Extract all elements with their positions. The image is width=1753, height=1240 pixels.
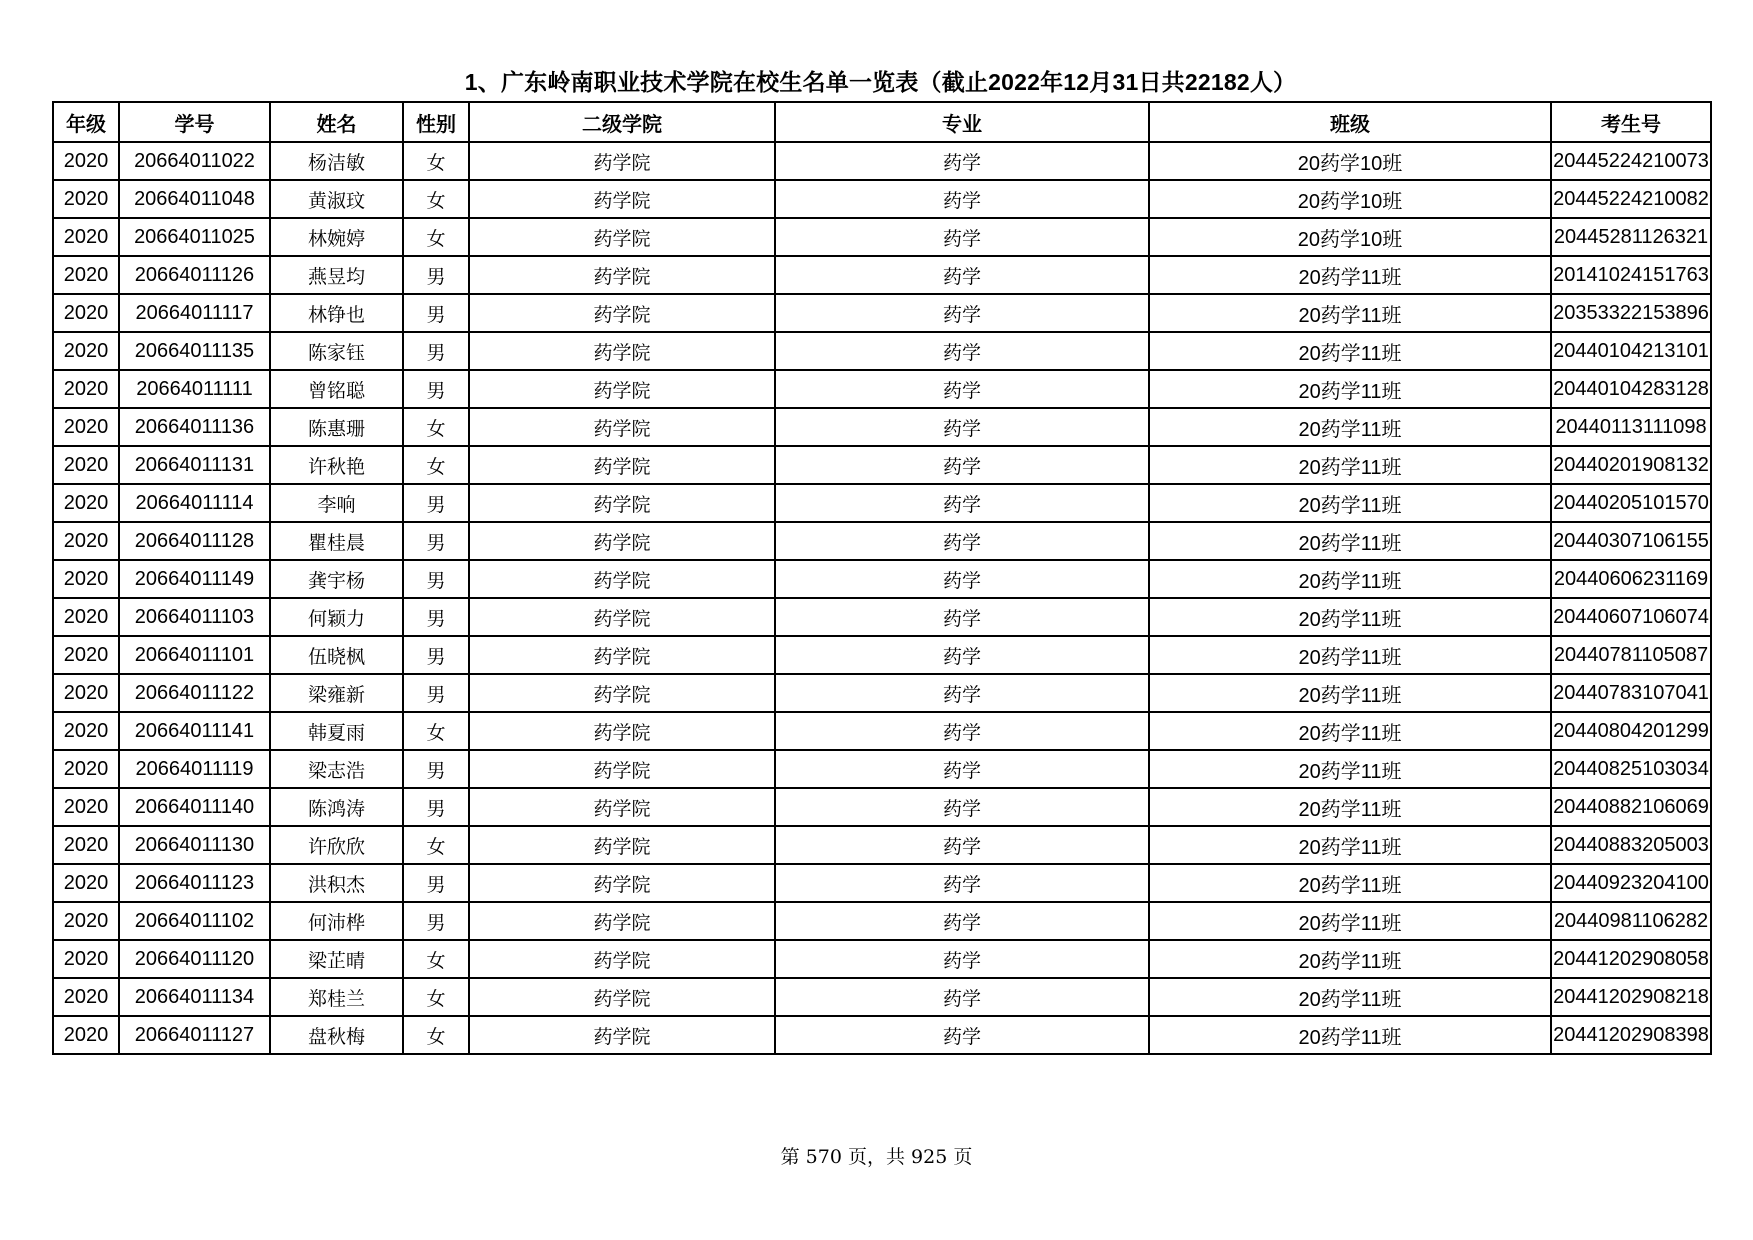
header-exam-number: 考生号 [1551, 102, 1711, 142]
name-cell: 杨洁敏 [270, 142, 403, 180]
student-id-cell: 20664011111 [119, 370, 270, 408]
name-cell: 龚宇杨 [270, 560, 403, 598]
major-cell: 药学 [775, 902, 1149, 940]
table-row [53, 408, 1711, 446]
exam-number-cell: 20440104213101 [1551, 332, 1711, 370]
major-cell: 药学 [775, 1016, 1149, 1054]
student-id-cell: 20664011119 [119, 750, 270, 788]
major-cell: 药学 [775, 180, 1149, 218]
name-cell: 梁雍新 [270, 674, 403, 712]
exam-number-cell: 20445224210082 [1551, 180, 1711, 218]
grade-cell: 2020 [53, 902, 119, 940]
class-cell: 20药学11班 [1149, 484, 1551, 522]
grade-cell: 2020 [53, 636, 119, 674]
table-row [53, 294, 1711, 332]
exam-number-cell: 20440825103034 [1551, 750, 1711, 788]
table-row [53, 560, 1711, 598]
table-row [53, 712, 1711, 750]
student-id-cell: 20664011117 [119, 294, 270, 332]
gender-cell: 女 [403, 826, 469, 864]
exam-number-cell: 20440882106069 [1551, 788, 1711, 826]
class-cell: 20药学11班 [1149, 370, 1551, 408]
major-cell: 药学 [775, 370, 1149, 408]
header-grade: 年级 [53, 102, 119, 142]
table-row [53, 788, 1711, 826]
exam-number-cell: 20440923204100 [1551, 864, 1711, 902]
name-cell: 何沛桦 [270, 902, 403, 940]
class-cell: 20药学11班 [1149, 826, 1551, 864]
major-cell: 药学 [775, 712, 1149, 750]
class-cell: 20药学11班 [1149, 332, 1551, 370]
name-cell: 黄淑玟 [270, 180, 403, 218]
major-cell: 药学 [775, 218, 1149, 256]
grade-cell: 2020 [53, 864, 119, 902]
exam-number-cell: 20141024151763 [1551, 256, 1711, 294]
college-cell: 药学院 [469, 978, 775, 1016]
college-cell: 药学院 [469, 332, 775, 370]
exam-number-cell: 20440104283128 [1551, 370, 1711, 408]
college-cell: 药学院 [469, 940, 775, 978]
grade-cell: 2020 [53, 256, 119, 294]
exam-number-cell: 20440804201299 [1551, 712, 1711, 750]
college-cell: 药学院 [469, 902, 775, 940]
major-cell: 药学 [775, 674, 1149, 712]
grade-cell: 2020 [53, 560, 119, 598]
grade-cell: 2020 [53, 940, 119, 978]
major-cell: 药学 [775, 294, 1149, 332]
grade-cell: 2020 [53, 522, 119, 560]
student-id-cell: 20664011123 [119, 864, 270, 902]
college-cell: 药学院 [469, 788, 775, 826]
name-cell: 燕昱均 [270, 256, 403, 294]
student-id-cell: 20664011140 [119, 788, 270, 826]
table-row [53, 750, 1711, 788]
table-row [53, 1016, 1711, 1054]
class-cell: 20药学11班 [1149, 712, 1551, 750]
gender-cell: 女 [403, 446, 469, 484]
grade-cell: 2020 [53, 218, 119, 256]
gender-cell: 女 [403, 408, 469, 446]
name-cell: 何颖力 [270, 598, 403, 636]
table-body [53, 142, 1711, 1054]
table-row [53, 484, 1711, 522]
header-student-id: 学号 [119, 102, 270, 142]
table-row [53, 674, 1711, 712]
student-id-cell: 20664011130 [119, 826, 270, 864]
grade-cell: 2020 [53, 484, 119, 522]
college-cell: 药学院 [469, 180, 775, 218]
name-cell: 韩夏雨 [270, 712, 403, 750]
major-cell: 药学 [775, 560, 1149, 598]
class-cell: 20药学10班 [1149, 142, 1551, 180]
major-cell: 药学 [775, 864, 1149, 902]
student-id-cell: 20664011101 [119, 636, 270, 674]
grade-cell: 2020 [53, 826, 119, 864]
gender-cell: 男 [403, 522, 469, 560]
gender-cell: 男 [403, 750, 469, 788]
exam-number-cell: 20440113111098 [1551, 408, 1711, 446]
college-cell: 药学院 [469, 256, 775, 294]
table-header-row [53, 102, 1711, 142]
college-cell: 药学院 [469, 522, 775, 560]
college-cell: 药学院 [469, 826, 775, 864]
major-cell: 药学 [775, 940, 1149, 978]
table-row [53, 902, 1711, 940]
major-cell: 药学 [775, 142, 1149, 180]
class-cell: 20药学11班 [1149, 408, 1551, 446]
major-cell: 药学 [775, 446, 1149, 484]
class-cell: 20药学11班 [1149, 940, 1551, 978]
gender-cell: 男 [403, 864, 469, 902]
major-cell: 药学 [775, 636, 1149, 674]
name-cell: 林铮也 [270, 294, 403, 332]
student-id-cell: 20664011149 [119, 560, 270, 598]
name-cell: 瞿桂晨 [270, 522, 403, 560]
gender-cell: 男 [403, 674, 469, 712]
college-cell: 药学院 [469, 712, 775, 750]
grade-cell: 2020 [53, 332, 119, 370]
major-cell: 药学 [775, 598, 1149, 636]
grade-cell: 2020 [53, 598, 119, 636]
class-cell: 20药学11班 [1149, 598, 1551, 636]
table-row [53, 598, 1711, 636]
name-cell: 梁志浩 [270, 750, 403, 788]
exam-number-cell: 20440981106282 [1551, 902, 1711, 940]
grade-cell: 2020 [53, 408, 119, 446]
major-cell: 药学 [775, 978, 1149, 1016]
college-cell: 药学院 [469, 142, 775, 180]
gender-cell: 女 [403, 1016, 469, 1054]
class-cell: 20药学11班 [1149, 788, 1551, 826]
college-cell: 药学院 [469, 674, 775, 712]
table-row [53, 978, 1711, 1016]
college-cell: 药学院 [469, 484, 775, 522]
class-cell: 20药学11班 [1149, 256, 1551, 294]
college-cell: 药学院 [469, 218, 775, 256]
student-id-cell: 20664011128 [119, 522, 270, 560]
student-id-cell: 20664011131 [119, 446, 270, 484]
exam-number-cell: 20441202908398 [1551, 1016, 1711, 1054]
grade-cell: 2020 [53, 1016, 119, 1054]
student-roster-table [52, 101, 1712, 1055]
class-cell: 20药学11班 [1149, 294, 1551, 332]
major-cell: 药学 [775, 788, 1149, 826]
table-row [53, 864, 1711, 902]
major-cell: 药学 [775, 826, 1149, 864]
table-row [53, 142, 1711, 180]
class-cell: 20药学11班 [1149, 560, 1551, 598]
college-cell: 药学院 [469, 408, 775, 446]
exam-number-cell: 20440783107041 [1551, 674, 1711, 712]
header-name: 姓名 [270, 102, 403, 142]
college-cell: 药学院 [469, 560, 775, 598]
student-id-cell: 20664011141 [119, 712, 270, 750]
table-row [53, 446, 1711, 484]
exam-number-cell: 20445224210073 [1551, 142, 1711, 180]
student-id-cell: 20664011103 [119, 598, 270, 636]
gender-cell: 女 [403, 940, 469, 978]
grade-cell: 2020 [53, 446, 119, 484]
table-row [53, 218, 1711, 256]
major-cell: 药学 [775, 408, 1149, 446]
student-id-cell: 20664011127 [119, 1016, 270, 1054]
header-class: 班级 [1149, 102, 1551, 142]
student-id-cell: 20664011114 [119, 484, 270, 522]
student-id-cell: 20664011022 [119, 142, 270, 180]
class-cell: 20药学11班 [1149, 522, 1551, 560]
student-id-cell: 20664011135 [119, 332, 270, 370]
college-cell: 药学院 [469, 446, 775, 484]
table-row [53, 522, 1711, 560]
student-id-cell: 20664011048 [119, 180, 270, 218]
class-cell: 20药学11班 [1149, 902, 1551, 940]
table-row [53, 940, 1711, 978]
name-cell: 陈惠珊 [270, 408, 403, 446]
gender-cell: 男 [403, 370, 469, 408]
gender-cell: 男 [403, 636, 469, 674]
exam-number-cell: 20440307106155 [1551, 522, 1711, 560]
college-cell: 药学院 [469, 864, 775, 902]
exam-number-cell: 20440201908132 [1551, 446, 1711, 484]
college-cell: 药学院 [469, 636, 775, 674]
college-cell: 药学院 [469, 294, 775, 332]
grade-cell: 2020 [53, 712, 119, 750]
name-cell: 洪积杰 [270, 864, 403, 902]
gender-cell: 女 [403, 978, 469, 1016]
gender-cell: 女 [403, 712, 469, 750]
grade-cell: 2020 [53, 142, 119, 180]
gender-cell: 男 [403, 598, 469, 636]
page-number: 第 570 页，共 925 页 [780, 1146, 973, 1168]
major-cell: 药学 [775, 256, 1149, 294]
name-cell: 许秋艳 [270, 446, 403, 484]
header-gender: 性别 [403, 102, 469, 142]
name-cell: 李响 [270, 484, 403, 522]
gender-cell: 女 [403, 142, 469, 180]
student-id-cell: 20664011122 [119, 674, 270, 712]
gender-cell: 男 [403, 560, 469, 598]
student-id-cell: 20664011134 [119, 978, 270, 1016]
table-row [53, 636, 1711, 674]
name-cell: 盘秋梅 [270, 1016, 403, 1054]
name-cell: 林婉婷 [270, 218, 403, 256]
name-cell: 曾铭聪 [270, 370, 403, 408]
table-row [53, 370, 1711, 408]
class-cell: 20药学11班 [1149, 1016, 1551, 1054]
name-cell: 郑桂兰 [270, 978, 403, 1016]
exam-number-cell: 20353322153896 [1551, 294, 1711, 332]
gender-cell: 男 [403, 294, 469, 332]
exam-number-cell: 20440607106074 [1551, 598, 1711, 636]
grade-cell: 2020 [53, 294, 119, 332]
gender-cell: 男 [403, 902, 469, 940]
college-cell: 药学院 [469, 370, 775, 408]
college-cell: 药学院 [469, 1016, 775, 1054]
table-row [53, 826, 1711, 864]
exam-number-cell: 20440883205003 [1551, 826, 1711, 864]
name-cell: 陈鸿涛 [270, 788, 403, 826]
gender-cell: 男 [403, 484, 469, 522]
exam-number-cell: 20440205101570 [1551, 484, 1711, 522]
student-id-cell: 20664011136 [119, 408, 270, 446]
grade-cell: 2020 [53, 180, 119, 218]
class-cell: 20药学10班 [1149, 180, 1551, 218]
name-cell: 梁芷晴 [270, 940, 403, 978]
major-cell: 药学 [775, 522, 1149, 560]
header-major: 专业 [775, 102, 1149, 142]
gender-cell: 男 [403, 788, 469, 826]
grade-cell: 2020 [53, 978, 119, 1016]
class-cell: 20药学11班 [1149, 864, 1551, 902]
student-id-cell: 20664011102 [119, 902, 270, 940]
college-cell: 药学院 [469, 750, 775, 788]
table-row [53, 332, 1711, 370]
name-cell: 许欣欣 [270, 826, 403, 864]
class-cell: 20药学11班 [1149, 978, 1551, 1016]
exam-number-cell: 20441202908218 [1551, 978, 1711, 1016]
class-cell: 20药学11班 [1149, 446, 1551, 484]
document-title: 1、广东岭南职业技术学院在校生名单一览表（截止2022年12月31日共22182人） [464, 69, 1297, 95]
name-cell: 伍晓枫 [270, 636, 403, 674]
student-id-cell: 20664011120 [119, 940, 270, 978]
major-cell: 药学 [775, 750, 1149, 788]
grade-cell: 2020 [53, 674, 119, 712]
class-cell: 20药学11班 [1149, 674, 1551, 712]
major-cell: 药学 [775, 332, 1149, 370]
gender-cell: 女 [403, 218, 469, 256]
grade-cell: 2020 [53, 370, 119, 408]
student-id-cell: 20664011126 [119, 256, 270, 294]
header-college: 二级学院 [469, 102, 775, 142]
exam-number-cell: 20441202908058 [1551, 940, 1711, 978]
gender-cell: 男 [403, 332, 469, 370]
exam-number-cell: 20440781105087 [1551, 636, 1711, 674]
exam-number-cell: 20440606231169 [1551, 560, 1711, 598]
table-row [53, 180, 1711, 218]
student-id-cell: 20664011025 [119, 218, 270, 256]
class-cell: 20药学11班 [1149, 636, 1551, 674]
class-cell: 20药学11班 [1149, 750, 1551, 788]
exam-number-cell: 20445281126321 [1551, 218, 1711, 256]
gender-cell: 女 [403, 180, 469, 218]
table-row [53, 256, 1711, 294]
class-cell: 20药学10班 [1149, 218, 1551, 256]
major-cell: 药学 [775, 484, 1149, 522]
college-cell: 药学院 [469, 598, 775, 636]
gender-cell: 男 [403, 256, 469, 294]
grade-cell: 2020 [53, 750, 119, 788]
name-cell: 陈家钰 [270, 332, 403, 370]
grade-cell: 2020 [53, 788, 119, 826]
